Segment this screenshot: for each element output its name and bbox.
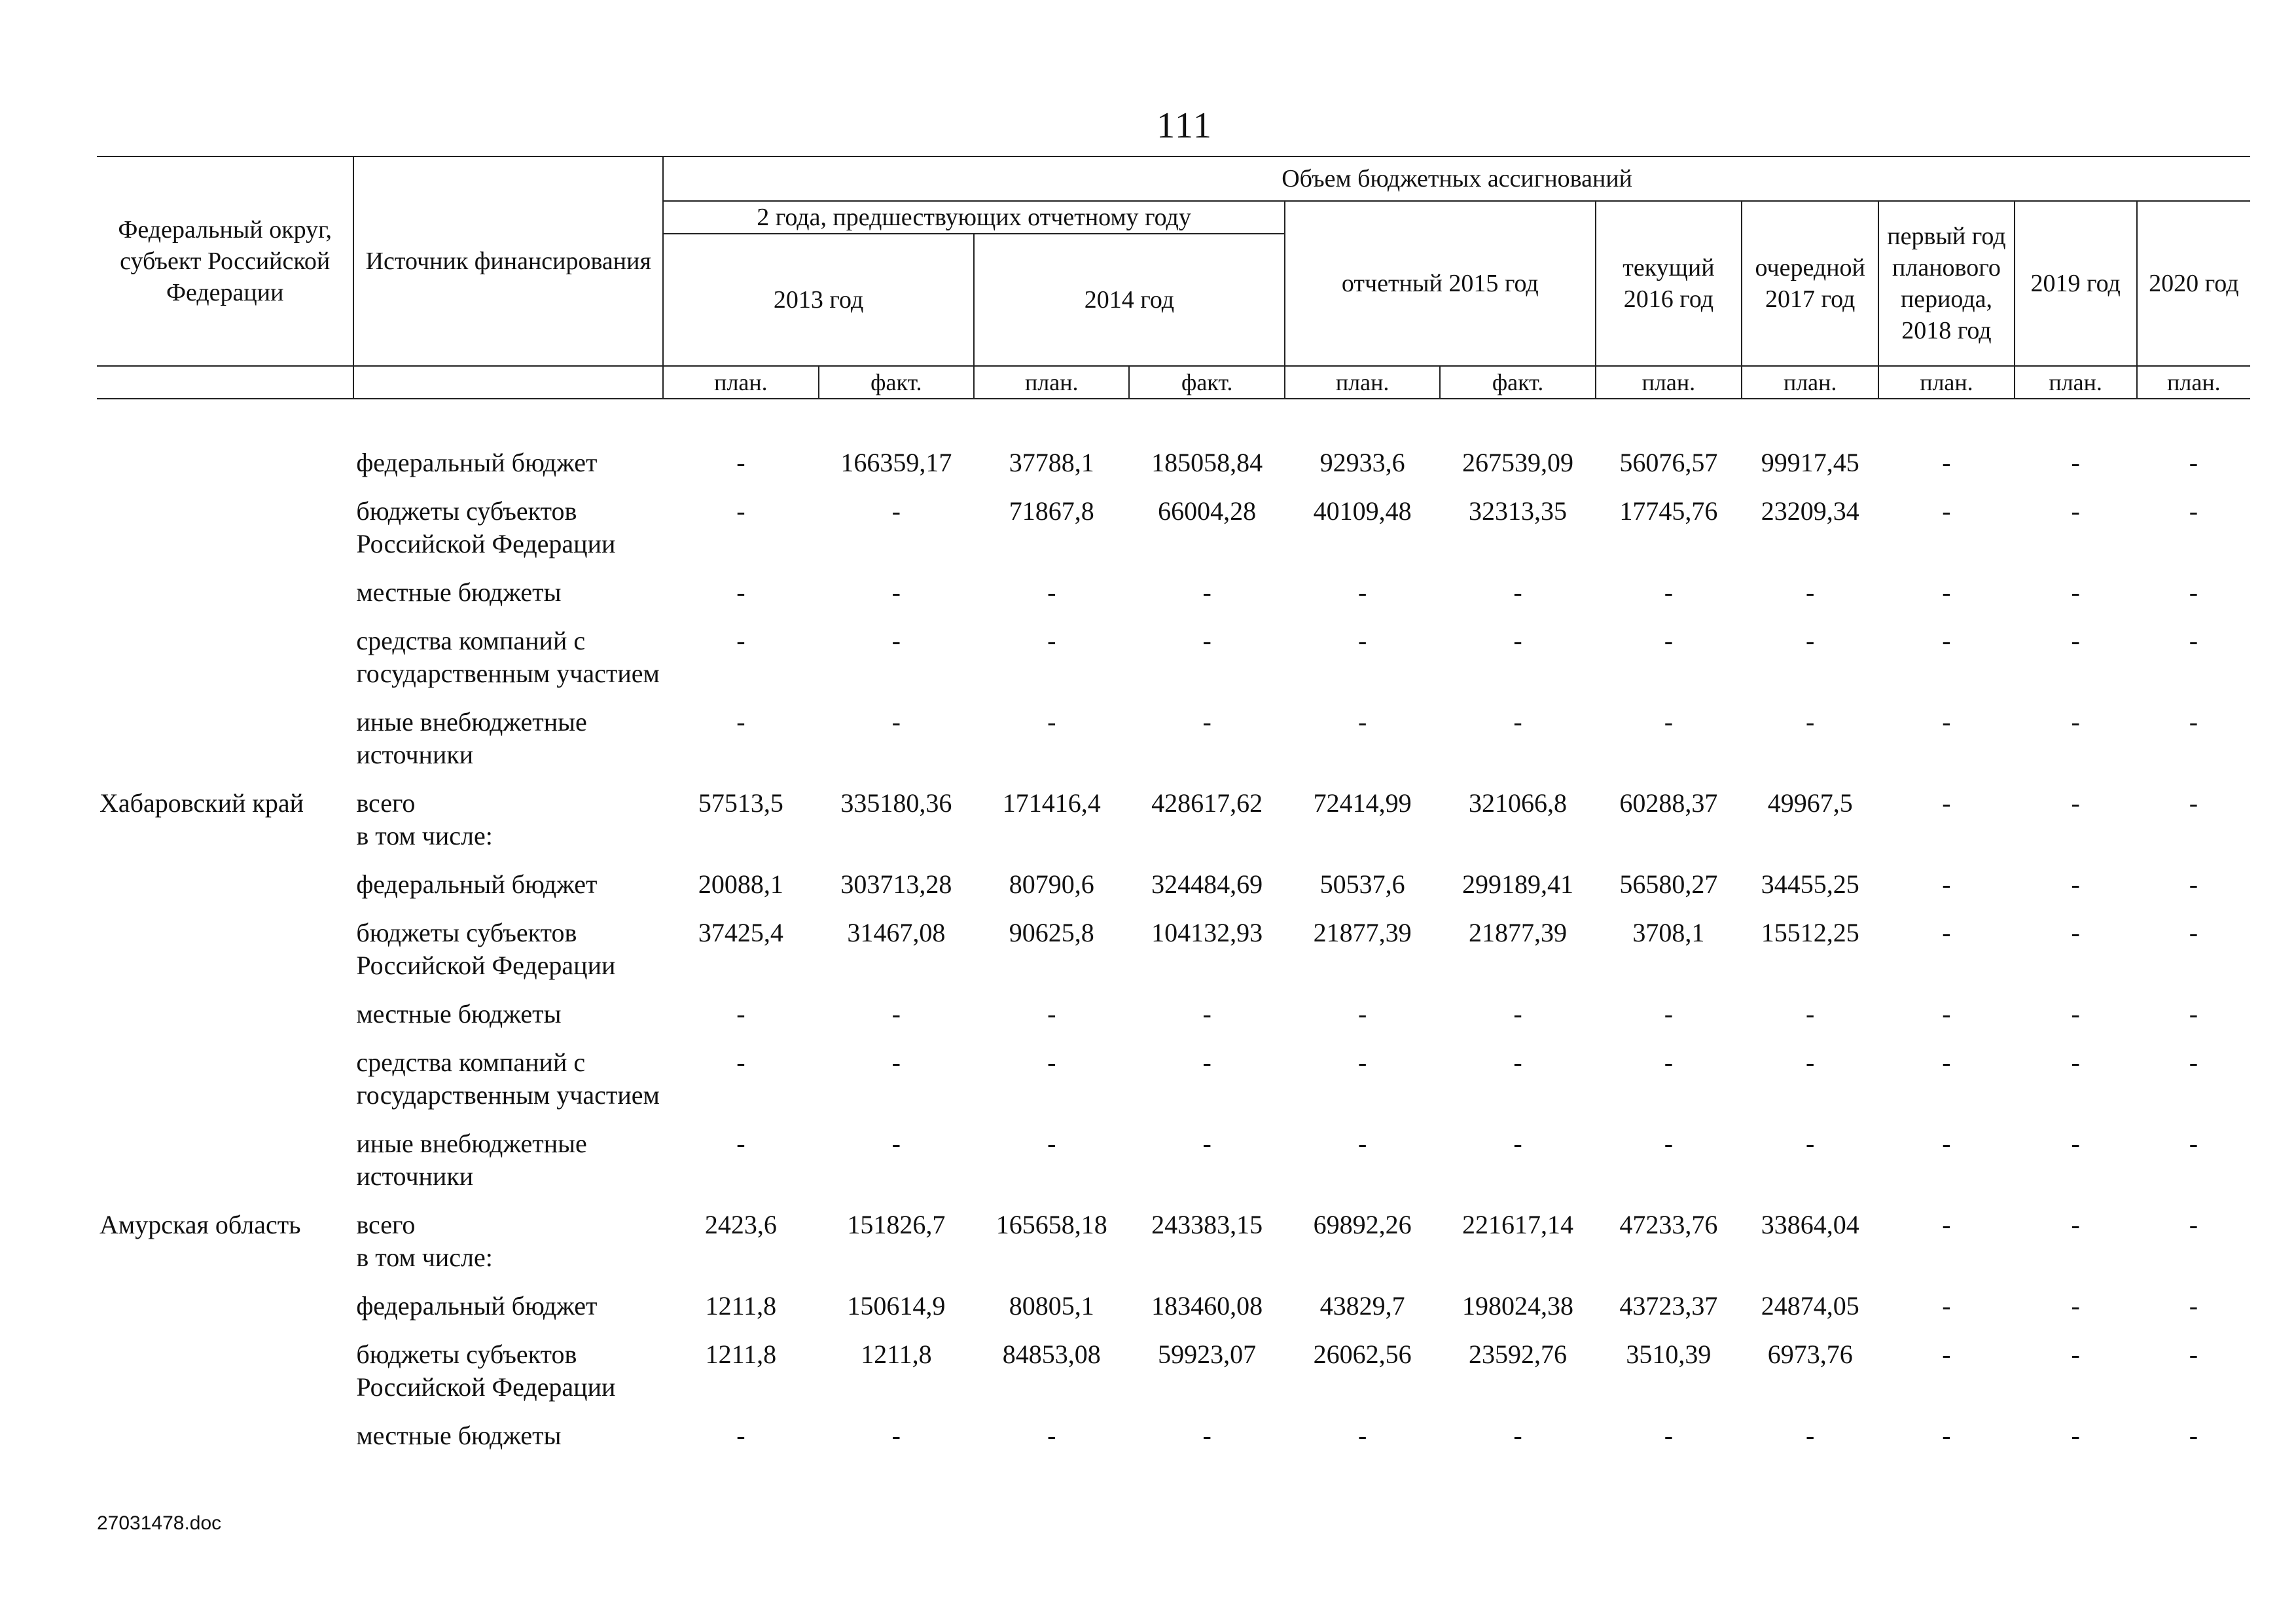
value-cell: 56076,57 [1619, 448, 1718, 477]
value-cell: 171416,4 [1002, 788, 1101, 818]
value-cell: - [2071, 1129, 2080, 1158]
value-cell: 57513,5 [698, 788, 783, 818]
header-plan: план. [1878, 366, 2014, 399]
value-cell: - [1047, 626, 1056, 655]
value-cell: - [1202, 1421, 1211, 1450]
value-cell: 185058,84 [1151, 448, 1263, 477]
value-cell: 43829,7 [1319, 1291, 1405, 1321]
value-cell: - [1664, 1048, 1674, 1077]
table-row [97, 1414, 2250, 1463]
value-cell: - [1664, 1421, 1674, 1450]
source-cell: средства компаний с государственным участием [356, 626, 660, 688]
value-cell: - [736, 999, 745, 1029]
value-cell: - [2071, 1210, 2080, 1239]
value-cell: 21877,39 [1469, 918, 1568, 947]
value-cell: - [2189, 626, 2198, 655]
value-cell: - [2071, 788, 2080, 818]
value-cell: - [1357, 577, 1367, 607]
header-region: Федеральный округ, субъект Российской Федерации [97, 156, 353, 366]
header-plan: план. [974, 366, 1129, 399]
value-cell: - [1942, 788, 1951, 818]
value-cell: - [891, 626, 901, 655]
value-cell: - [1942, 577, 1951, 607]
value-cell: - [1664, 577, 1674, 607]
region-cell [97, 993, 353, 1041]
header-year-2016: текущий 2016 год [1596, 201, 1742, 366]
region-cell [97, 571, 353, 619]
page-number: 111 [1157, 105, 1213, 146]
value-cell: - [891, 496, 901, 526]
value-cell: - [2071, 1291, 2080, 1321]
value-cell: - [2071, 1421, 2080, 1450]
region-cell [97, 1122, 353, 1203]
value-cell: - [1664, 999, 1674, 1029]
value-cell: - [1047, 577, 1056, 607]
value-cell: - [1806, 1129, 1815, 1158]
value-cell: 2423,6 [704, 1210, 777, 1239]
value-cell: - [891, 1048, 901, 1077]
value-cell: - [1942, 1340, 1951, 1369]
table-row [97, 701, 2250, 782]
value-cell: 47233,76 [1619, 1210, 1718, 1239]
region-cell [97, 1333, 353, 1414]
value-cell: - [2071, 707, 2080, 737]
table-row [97, 1333, 2250, 1414]
value-cell: 23209,34 [1761, 496, 1859, 526]
value-cell: - [2189, 448, 2198, 477]
source-cell: федеральный бюджет [356, 869, 598, 899]
value-cell: 24874,05 [1761, 1291, 1859, 1321]
value-cell: - [2071, 918, 2080, 947]
value-cell: 34455,25 [1761, 869, 1859, 899]
value-cell: 84853,08 [1002, 1340, 1101, 1369]
value-cell: 1211,8 [705, 1340, 777, 1369]
value-cell: - [736, 448, 745, 477]
value-cell: - [1357, 707, 1367, 737]
header-year-2015: отчетный 2015 год [1285, 201, 1596, 366]
value-cell: - [1806, 1421, 1815, 1450]
value-cell: - [1202, 1048, 1211, 1077]
value-cell: 99917,45 [1761, 448, 1859, 477]
value-cell: 20088,1 [698, 869, 783, 899]
value-cell: - [2189, 1210, 2198, 1239]
value-cell: - [1942, 1129, 1951, 1158]
value-cell: - [2189, 577, 2198, 607]
header-plan: план. [1285, 366, 1440, 399]
table-row [97, 911, 2250, 993]
table-row [97, 619, 2250, 701]
value-cell: - [736, 1048, 745, 1077]
value-cell: 72414,99 [1313, 788, 1412, 818]
header-plan: план. [1596, 366, 1742, 399]
value-cell: 183460,08 [1151, 1291, 1263, 1321]
value-cell: 90625,8 [1009, 918, 1094, 947]
value-cell: 43723,37 [1619, 1291, 1718, 1321]
value-cell: - [1942, 918, 1951, 947]
value-cell: - [1513, 1129, 1522, 1158]
value-cell: 335180,36 [840, 788, 952, 818]
value-cell: - [1202, 999, 1211, 1029]
value-cell: 15512,25 [1761, 918, 1859, 947]
source-cell: федеральный бюджет [356, 448, 598, 477]
value-cell: 1211,8 [861, 1340, 932, 1369]
region-cell [97, 1414, 353, 1463]
value-cell: 166359,17 [840, 448, 952, 477]
region-cell [97, 701, 353, 782]
value-cell: - [2189, 1048, 2198, 1077]
source-cell: бюджеты субъектов Российской Федерации [356, 496, 616, 558]
region-cell [97, 619, 353, 701]
header-year-2017: очередной 2017 год [1742, 201, 1878, 366]
value-cell: - [1664, 626, 1674, 655]
value-cell: - [1664, 707, 1674, 737]
value-cell: 32313,35 [1469, 496, 1568, 526]
value-cell: - [1664, 1129, 1674, 1158]
value-cell: 150614,9 [847, 1291, 946, 1321]
region-cell [97, 911, 353, 993]
value-cell: 56580,27 [1619, 869, 1718, 899]
table-row [97, 1122, 2250, 1203]
value-cell: - [1513, 1048, 1522, 1077]
source-cell: средства компаний с государственным участием [356, 1048, 660, 1110]
value-cell: - [2189, 999, 2198, 1029]
value-cell: - [1357, 1048, 1367, 1077]
value-cell: 267539,09 [1462, 448, 1574, 477]
region-cell: Хабаровский край [99, 788, 304, 818]
source-cell: бюджеты субъектов Российской Федерации [356, 1340, 616, 1402]
value-cell: - [1047, 1048, 1056, 1077]
value-cell: - [1047, 1129, 1056, 1158]
value-cell: - [1942, 1421, 1951, 1450]
region-cell [97, 441, 353, 490]
value-cell: 3708,1 [1632, 918, 1705, 947]
value-cell: - [2071, 869, 2080, 899]
value-cell: - [736, 707, 745, 737]
value-cell: 299189,41 [1462, 869, 1574, 899]
value-cell: - [1513, 577, 1522, 607]
table-row [97, 863, 2250, 911]
value-cell: - [2189, 496, 2198, 526]
region-cell: Амурская область [99, 1210, 301, 1239]
value-cell: 26062,56 [1313, 1340, 1412, 1369]
value-cell: 80790,6 [1009, 869, 1094, 899]
header-plan: план. [1742, 366, 1878, 399]
value-cell: - [1942, 496, 1951, 526]
value-cell: - [1047, 1421, 1056, 1450]
header-plan: план. [2015, 366, 2137, 399]
value-cell: - [2189, 1291, 2198, 1321]
value-cell: 37425,4 [698, 918, 783, 947]
source-cell: всего в том числе: [356, 788, 493, 850]
value-cell: - [1202, 707, 1211, 737]
table-row [97, 782, 2250, 863]
value-cell: - [2189, 707, 2198, 737]
value-cell: 428617,62 [1151, 788, 1263, 818]
value-cell: 92933,6 [1319, 448, 1405, 477]
value-cell: - [736, 1421, 745, 1450]
table-body [97, 399, 2250, 1463]
source-cell: местные бюджеты [356, 999, 562, 1029]
value-cell: 1211,8 [705, 1291, 777, 1321]
value-cell: - [1047, 707, 1056, 737]
value-cell: 33864,04 [1761, 1210, 1859, 1239]
header-plan: план. [663, 366, 818, 399]
value-cell: - [891, 999, 901, 1029]
header-fact: факт. [1440, 366, 1595, 399]
table-row [97, 1203, 2250, 1285]
value-cell: - [2071, 448, 2080, 477]
value-cell: - [1513, 707, 1522, 737]
value-cell: 71867,8 [1009, 496, 1094, 526]
header-year-2014: 2014 год [974, 234, 1285, 366]
value-cell: - [891, 1421, 901, 1450]
source-cell: федеральный бюджет [356, 1291, 598, 1321]
table-row [97, 1041, 2250, 1122]
value-cell: - [1513, 626, 1522, 655]
source-cell: бюджеты субъектов Российской Федерации [356, 918, 616, 980]
table-row [97, 993, 2250, 1041]
value-cell: - [2189, 869, 2198, 899]
header-year-2013: 2013 год [663, 234, 974, 366]
value-cell: - [736, 577, 745, 607]
value-cell: 303713,28 [840, 869, 952, 899]
value-cell: - [2189, 1340, 2198, 1369]
value-cell: - [1806, 707, 1815, 737]
value-cell: - [1942, 1210, 1951, 1239]
value-cell: 21877,39 [1313, 918, 1412, 947]
table-row [97, 490, 2250, 571]
value-cell: - [736, 626, 745, 655]
value-cell: - [736, 496, 745, 526]
table-row [97, 1285, 2250, 1333]
value-cell: 31467,08 [847, 918, 946, 947]
value-cell: 40109,48 [1313, 496, 1412, 526]
value-cell: 66004,28 [1158, 496, 1257, 526]
value-cell: - [1202, 577, 1211, 607]
value-cell: - [2189, 1129, 2198, 1158]
document-filename: 27031478.doc [97, 1512, 222, 1534]
value-cell: 243383,15 [1151, 1210, 1263, 1239]
value-cell: 151826,7 [847, 1210, 946, 1239]
header-source: Источник финансирования [353, 156, 663, 366]
value-cell: - [2189, 788, 2198, 818]
region-cell [97, 1285, 353, 1333]
value-cell: - [1806, 626, 1815, 655]
value-cell: 60288,37 [1619, 788, 1718, 818]
value-cell: - [2071, 999, 2080, 1029]
value-cell: - [1942, 448, 1951, 477]
value-cell: 104132,93 [1151, 918, 1263, 947]
value-cell: - [2071, 577, 2080, 607]
value-cell: - [1806, 1048, 1815, 1077]
value-cell: - [1942, 1048, 1951, 1077]
value-cell: - [736, 1129, 745, 1158]
value-cell: 198024,38 [1462, 1291, 1574, 1321]
table-row [97, 441, 2250, 490]
value-cell: 17745,76 [1619, 496, 1718, 526]
value-cell: - [1202, 1129, 1211, 1158]
value-cell: 49967,5 [1767, 788, 1853, 818]
value-cell: 321066,8 [1469, 788, 1568, 818]
header-year-2018: первый год планового периода, 2018 год [1878, 201, 2014, 366]
header-year-2019: 2019 год [2015, 201, 2137, 366]
value-cell: 3510,39 [1626, 1340, 1712, 1369]
header-fact: факт. [819, 366, 974, 399]
value-cell: 80805,1 [1009, 1291, 1094, 1321]
value-cell: - [1357, 1421, 1367, 1450]
value-cell: - [1202, 626, 1211, 655]
value-cell: - [2189, 1421, 2198, 1450]
value-cell: - [1942, 999, 1951, 1029]
source-cell: иные внебюджетные источники [356, 1129, 587, 1191]
region-cell [97, 863, 353, 911]
budget-table [97, 156, 2250, 1463]
value-cell: - [2071, 1048, 2080, 1077]
value-cell: 6973,76 [1767, 1340, 1853, 1369]
value-cell: - [891, 707, 901, 737]
header-prev-two-years: 2 года, предшествующих отчетному году [663, 201, 1285, 234]
source-cell: иные внебюджетные источники [356, 707, 587, 769]
source-cell: местные бюджеты [356, 1421, 562, 1450]
value-cell: - [1357, 999, 1367, 1029]
source-cell: всего в том числе: [356, 1210, 493, 1272]
header-fact: факт. [1129, 366, 1284, 399]
value-cell: - [1806, 577, 1815, 607]
value-cell: 69892,26 [1313, 1210, 1412, 1239]
value-cell: - [1047, 999, 1056, 1029]
region-cell [97, 1041, 353, 1122]
value-cell: - [891, 1129, 901, 1158]
value-cell: - [1806, 999, 1815, 1029]
table-row [97, 571, 2250, 619]
value-cell: - [1357, 626, 1367, 655]
value-cell: 324484,69 [1151, 869, 1263, 899]
value-cell: 165658,18 [996, 1210, 1107, 1239]
header-year-2020: 2020 год [2137, 201, 2250, 366]
value-cell: 23592,76 [1469, 1340, 1568, 1369]
value-cell: - [891, 577, 901, 607]
source-cell: местные бюджеты [356, 577, 562, 607]
value-cell: - [1513, 1421, 1522, 1450]
value-cell: - [2071, 1340, 2080, 1369]
value-cell: 50537,6 [1319, 869, 1405, 899]
region-cell [97, 490, 353, 571]
value-cell: 37788,1 [1009, 448, 1094, 477]
value-cell: - [1942, 626, 1951, 655]
value-cell: - [1513, 999, 1522, 1029]
header-volume: Объем бюджетных ассигнований [663, 156, 2250, 201]
value-cell: 59923,07 [1158, 1340, 1257, 1369]
value-cell: - [1357, 1129, 1367, 1158]
value-cell: - [2189, 918, 2198, 947]
value-cell: - [1942, 1291, 1951, 1321]
value-cell: - [1942, 707, 1951, 737]
value-cell: - [1942, 869, 1951, 899]
header-plan: план. [2137, 366, 2250, 399]
value-cell: 221617,14 [1462, 1210, 1574, 1239]
value-cell: - [2071, 496, 2080, 526]
value-cell: - [2071, 626, 2080, 655]
